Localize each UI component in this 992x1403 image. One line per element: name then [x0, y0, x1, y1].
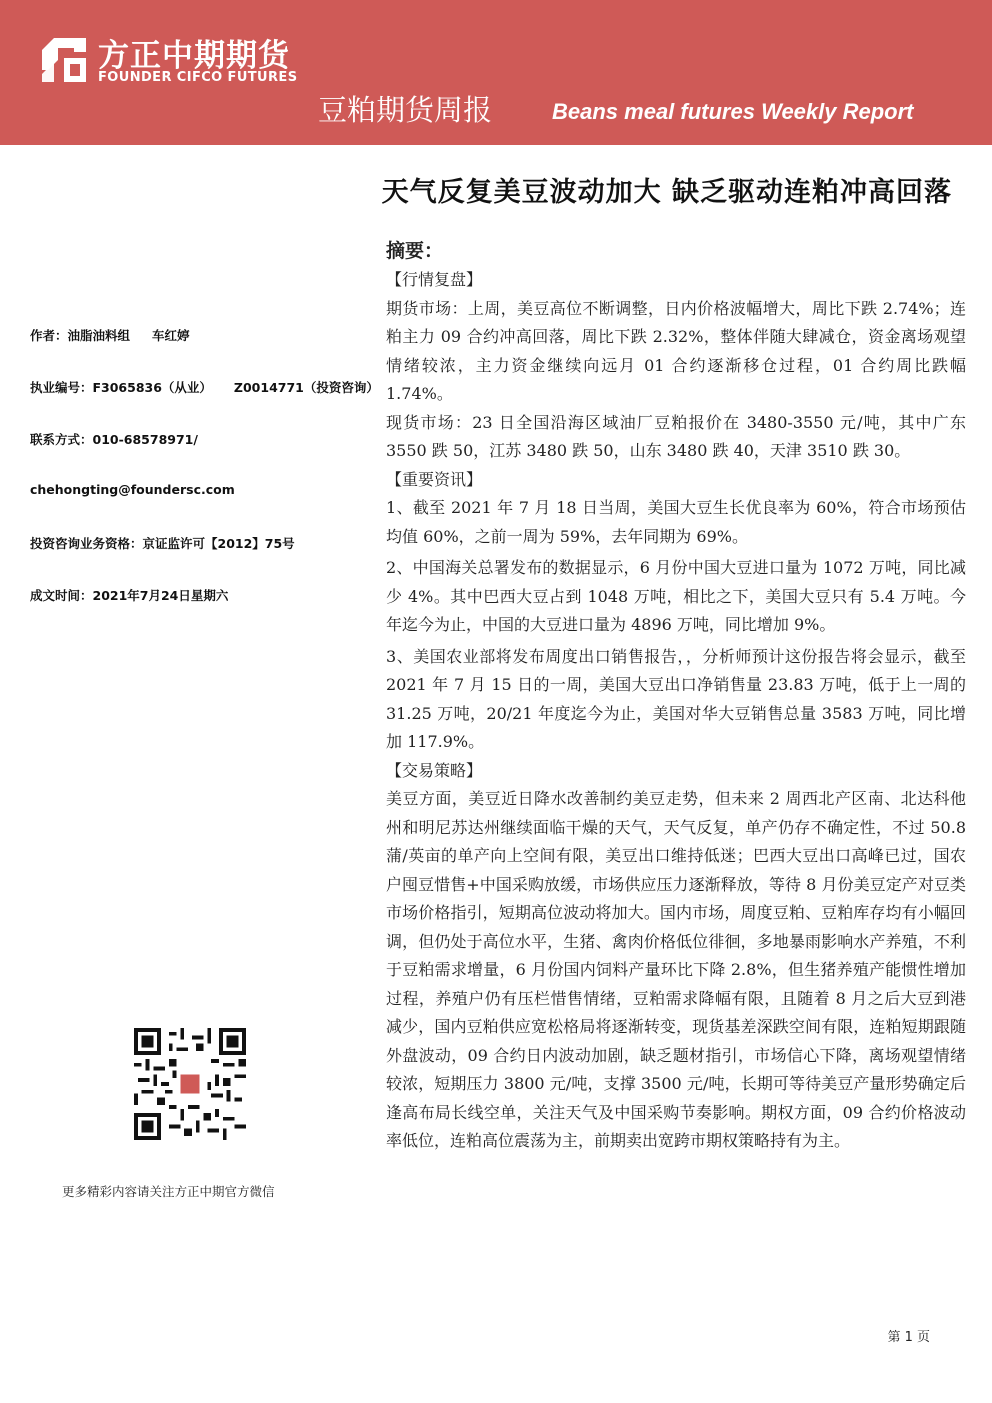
qr-caption: 更多精彩内容请关注方正中期官方微信 — [62, 1184, 275, 1199]
consult-license-number: Z0014771（投资咨询） — [233, 380, 379, 395]
report-headline: 天气反复美豆波动加大 缺乏驱动连粕冲高回落 — [381, 177, 952, 208]
company-logo-en: FOUNDER CIFCO FUTURES — [98, 70, 298, 85]
report-title-cn: 豆粕期货周报 — [318, 93, 493, 127]
author-name: 车红婷 — [152, 328, 190, 343]
header-banner — [0, 0, 992, 145]
wechat-qr-code-icon[interactable] — [134, 1028, 246, 1140]
page-number: 第 1 页 — [887, 1330, 930, 1345]
author-line — [30, 326, 370, 378]
news-item: 1、截至 2021 年 7 月 18 日当周，美国大豆生长优良率为 60%，符合市场预估均值 60%，之前一周为 59%，去年同期为 69%。 — [386, 498, 966, 546]
summary-title: 摘要： — [386, 240, 444, 262]
news-heading: 【重要资讯】 — [386, 469, 483, 489]
market-review-heading: 【行情复盘】 — [386, 270, 483, 289]
founder-logo-icon — [40, 36, 88, 84]
news-item: 2、中国海关总署发布的数据显示，6 月份中国大豆进口量为 1072 万吨，同比减少 4%。其中巴西大豆占到 1048 万吨，相比之下，美国大豆只有 5.4 万吨。今年迄今为止，中国的大豆进口量为 4896 万吨，同比增加 9%。 — [386, 558, 966, 634]
author-info — [30, 326, 379, 638]
contact-phone: 联系方式：010-68578971/ — [30, 432, 198, 447]
author-label: 作者：油脂油料组 — [30, 328, 131, 343]
license-line — [30, 378, 379, 430]
company-logo-cn: 方正中期期货 — [98, 38, 290, 74]
news-item: 3、美国农业部将发布周度出口销售报告，，分析师预计这份报告将会显示，截至 2021 年 7 月 15 日的一周，美国大豆出口净销售量 23.83 万吨，低于上一周的 31.25 万吨，20/21 年度迄今为止，美国对华大豆销售总量 3583 万吨，同比增加 117.9%。 — [386, 646, 966, 751]
strategy-paragraph: 美豆方面，美豆近日降水改善制约美豆走势，但未来 2 周西北产区南、北达科他州和明尼苏达州继续面临干燥的天气，天气反复，单产仍存不确定性，不过 50.8 蒲/英亩的单产向上空间有限，美豆出口维持低迷；巴西大豆出口高峰已过，国农户囤豆惜售+中国采购放缓，市场供应压力逐渐释放，等待 8 月份美豆定产对豆类市场价格指引，短期高位波动将加大。国内市场，周度豆粕、豆粕库存均有小幅回调，但仍处于高位水平，生猪、禽肉价格低位徘徊，多地暴雨影响水产养殖，不利于豆粕需求增量，6 月份国内饲料产量环比下降 2.8%，但生猪养殖产能惯性增加过程，养殖户仍有压栏惜售情绪，豆粕需求降幅有限，且随着 8 月之后大豆到港减少，国内豆粕供应宽松格局将逐渐转变，现货基差深跌空间有限，连粕短期跟随外盘波动，09 合约日内波动加剧，缺乏题材指引，市场信心下降，离场观望情绪较浓，短期压力 3800 元/吨，支撑 3500 元/吨，长期可等待美豆产量形势确定后逢高布局长线空单，关注天气及中国采购节奏影响。期权方面，09 合约价格波动率低位，连粕高位震荡为主，前期卖出宽跨市期权策略持有为主。 — [386, 789, 966, 1150]
publish-date: 成文时间：2021年7月24日星期六 — [30, 588, 229, 603]
license-number: 执业编号：F3065836（从业） — [30, 380, 212, 395]
strategy-heading: 【交易策略】 — [386, 760, 483, 780]
futures-market-paragraph: 期货市场：上周，美豆高位不断调整，日内价格波幅增大，周比下跌 2.74%；连粕主力 09 合约冲高回落，周比下跌 2.32%，整体伴随大肆减仓，资金离场观望情绪较浓，主力资金继续向远月 01 合约逐渐移仓过程，01 合约周比跌幅 1.74%。 — [386, 298, 966, 403]
report-title-en: Beans meal futures Weekly Report — [552, 99, 914, 124]
contact-email: chehongting@foundersc.com — [30, 482, 235, 497]
summary-section — [386, 236, 966, 1156]
spot-market-paragraph: 现货市场：23 日全国沿海区域油厂豆粕报价在 3480-3550 元/吨，其中广东 3550 跌 50，江苏 3480 跌 50，山东 3480 跌 40，天津 3510 跌 30。 — [386, 412, 966, 460]
qualification-line: 投资咨询业务资格：京证监许可【2012】75号 — [30, 536, 295, 551]
